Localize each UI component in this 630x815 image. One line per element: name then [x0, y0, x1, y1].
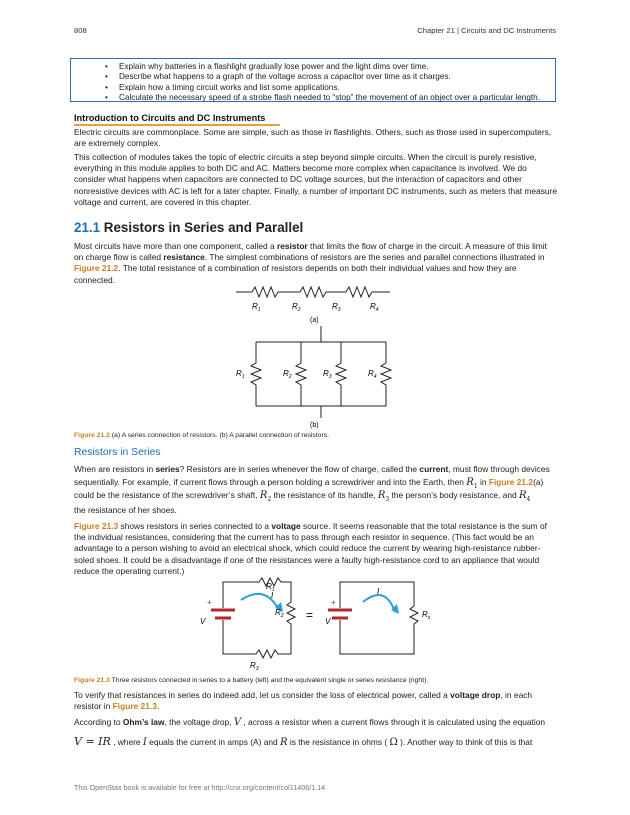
term-current: current: [419, 464, 449, 474]
text-run: ? Resistors are in series whenever the flow of charge, called the: [179, 464, 420, 474]
series-wire: [236, 287, 390, 297]
objective-item: • Explain why batteries in a flashlight gradually lose power and the light dims over time.: [119, 62, 555, 72]
objective-item: • Calculate the necessary speed of a strobe flash needed to “stop” the movement of an object over a particular length.: [119, 93, 555, 103]
text-run: source. It seems reasonable that the total resistance is the sum of the individual resistances, considering that the current has to pass through each resistor in sequence. (This fact would be an advantage to a person wishing to avoid an electrical shock, which could reduce the current by wearing high-resistance rubber-soled shoes. It could be a disadvantage if one of the resistances were a faulty high-resistance cord to an appliance that would reduce the operating current.): [74, 521, 547, 576]
text-run: equals the current in amps (A) and: [146, 737, 280, 747]
caption-text: (a) A series connection of resistors. (b) A parallel connection of resistors.: [109, 432, 330, 439]
intro-paragraph-1: Electric circuits are commonplace. Some are simple, such as those in flashlights. Others, such as those used in supercomputers, are extremely complex.: [74, 127, 552, 149]
text-run: . The simplest combinations of resistors are the series and parallel connections illustrated in: [204, 252, 545, 263]
chapter-title: Chapter 21 | Circuits and DC Instruments: [417, 26, 556, 35]
text-run: When are resistors in: [74, 464, 156, 474]
label-r2: $R_2$: [275, 608, 284, 619]
text-run: Most circuits have more than one component, called a: [74, 241, 277, 251]
text-run: shows resistors in series connected to a: [118, 521, 272, 531]
objective-item: • Explain how a timing circuit works and list some applications.: [119, 83, 555, 93]
math-r: R: [280, 737, 288, 748]
text-run: is the resistance in ohms (: [287, 737, 390, 747]
caption-label: Figure 21.3: [74, 677, 110, 684]
figure-21-2b-parallel-circuit: [230, 326, 400, 430]
label-v: V: [325, 617, 331, 626]
label-rs: $R_s$: [422, 610, 431, 621]
text-run: the resistance of its handle,: [271, 490, 378, 500]
text-run: . The total resistance of a combination of resistors depends on both their individual values and how they are connected.: [74, 263, 517, 285]
text-run: , across a resistor when a current flows through it is calculated using the equation: [241, 717, 546, 727]
verify-paragraph: [74, 690, 558, 712]
text-run: that limits the flow of charge in the circuit. A measure of this limit on charge flow is called: [74, 241, 547, 263]
term-resistor: resistor: [276, 241, 308, 251]
math-r2: $R_2$: [259, 490, 272, 503]
text-run: , where: [110, 737, 143, 747]
figure-21-2a-series-circuit: [230, 282, 400, 324]
ohms-law-paragraph: [74, 714, 558, 752]
label-r4: $R_4$: [368, 369, 377, 380]
plus-sign: +: [207, 598, 212, 607]
label-r4: $R_4$: [370, 302, 379, 313]
label-a: (a): [310, 317, 319, 324]
text-run: in: [477, 476, 489, 487]
text-run: (a): [533, 476, 544, 487]
math-r4: $R_4$: [519, 490, 531, 503]
text-run: According to: [74, 717, 123, 727]
section-title: Resistors in Series and Parallel: [103, 220, 304, 235]
label-r3: $R_3$: [323, 369, 332, 380]
label-v: V: [200, 617, 206, 626]
text-run: the person’s body resistance, and: [389, 490, 519, 500]
caption-label: Figure 21.2: [74, 432, 110, 439]
text-run: To verify that resistances in series do indeed add, let us consider the loss of electrical power, called a: [74, 690, 451, 700]
label-r1: $R_1$: [236, 369, 245, 380]
math-r3: $R_3$: [377, 490, 390, 503]
label-i: I: [271, 591, 274, 600]
figure-link[interactable]: Figure 21.3: [74, 521, 119, 531]
current-arrow: [363, 595, 395, 612]
equals-sign: =: [306, 608, 314, 622]
label-r1: $R_1$: [252, 302, 261, 313]
series-paragraph-1-end: the resistance of her shoes.: [74, 505, 177, 515]
label-r1: $R_1$: [266, 582, 275, 593]
section-heading: [74, 219, 303, 237]
math-omega: Ω: [389, 737, 398, 748]
label-b: (b): [310, 422, 319, 429]
term-voltage: voltage: [271, 521, 301, 531]
term-voltage-drop: voltage drop: [450, 690, 501, 700]
page-number: 808: [74, 26, 87, 35]
term-series: series: [155, 464, 180, 474]
label-r2: $R_2$: [292, 302, 301, 313]
text-run: .: [156, 701, 160, 712]
footer-note: This OpenStax book is available for free at http://cnx.org/content/col11406/1.14: [74, 783, 326, 792]
text-run: , in each resistor in: [74, 690, 533, 712]
label-r3: $R_3$: [332, 302, 341, 313]
series-paragraph-1-cont: [74, 489, 558, 504]
objective-item: • Describe what happens to a graph of the voltage across a capacitor over time as it charges.: [119, 72, 555, 82]
label-r3: $R_3$: [250, 661, 259, 672]
learning-objectives-box: [70, 58, 556, 102]
section-number: 21.1: [74, 220, 101, 235]
intro-paragraph-2: This collection of modules takes the topic of electric circuits a step beyond simple circuits. When the circuit is purely resistive, everything in this module applies to both DC and AC. Matters become more complex when capacitance is involved. We do consider what happens when capacitors are connected to DC voltage sources, but the interaction of capacitors and other nonresistive devices with AC is left for a later chapter. Finally, a number of important DC instruments, such as meters that measure voltage and current, are covered in this chapter.: [74, 152, 558, 207]
math-ohms-law-equation: V = IR: [74, 735, 111, 748]
math-i: I: [142, 737, 147, 748]
series-paragraph-1: [74, 464, 558, 491]
figure-21-2-caption: [74, 431, 329, 440]
label-i: I: [377, 587, 380, 596]
section-paragraph-1: [74, 241, 558, 286]
subsection-heading: Resistors in Series: [74, 447, 161, 458]
figure-21-3-series-battery-circuit: [195, 572, 445, 672]
term-ohms-law: Ohm’s law: [122, 717, 165, 727]
figure-link[interactable]: Figure 21.3: [112, 701, 157, 712]
figure-21-3-caption: [74, 676, 428, 685]
math-r1: $R_1$: [466, 476, 478, 490]
text-run: ). Another way to think of this is that: [397, 737, 533, 747]
figure-link[interactable]: Figure 21.2: [488, 476, 534, 487]
figure-link[interactable]: Figure 21.2: [74, 263, 119, 274]
series-paragraph-2: [74, 521, 558, 577]
text-run: could be the resistance of the screwdriver’s shaft,: [74, 490, 260, 500]
math-v: V: [233, 717, 242, 728]
current-arrow: [241, 594, 279, 610]
label-r2: $R_2$: [283, 369, 292, 380]
term-resistance: resistance: [163, 252, 205, 263]
text-run: , must flow through devices sequentially. For example, if current flows through a person holding a screwdriver and into the Earth, then: [74, 464, 550, 487]
plus-sign: +: [331, 598, 336, 607]
intro-heading: Introduction to Circuits and DC Instruments: [74, 113, 266, 123]
intro-heading-underline: [74, 124, 280, 126]
text-run: , the voltage drop,: [164, 717, 234, 727]
caption-text: Three resistors connected in series to a battery (left) and the equivalent single or series resistance (right).: [109, 677, 429, 684]
